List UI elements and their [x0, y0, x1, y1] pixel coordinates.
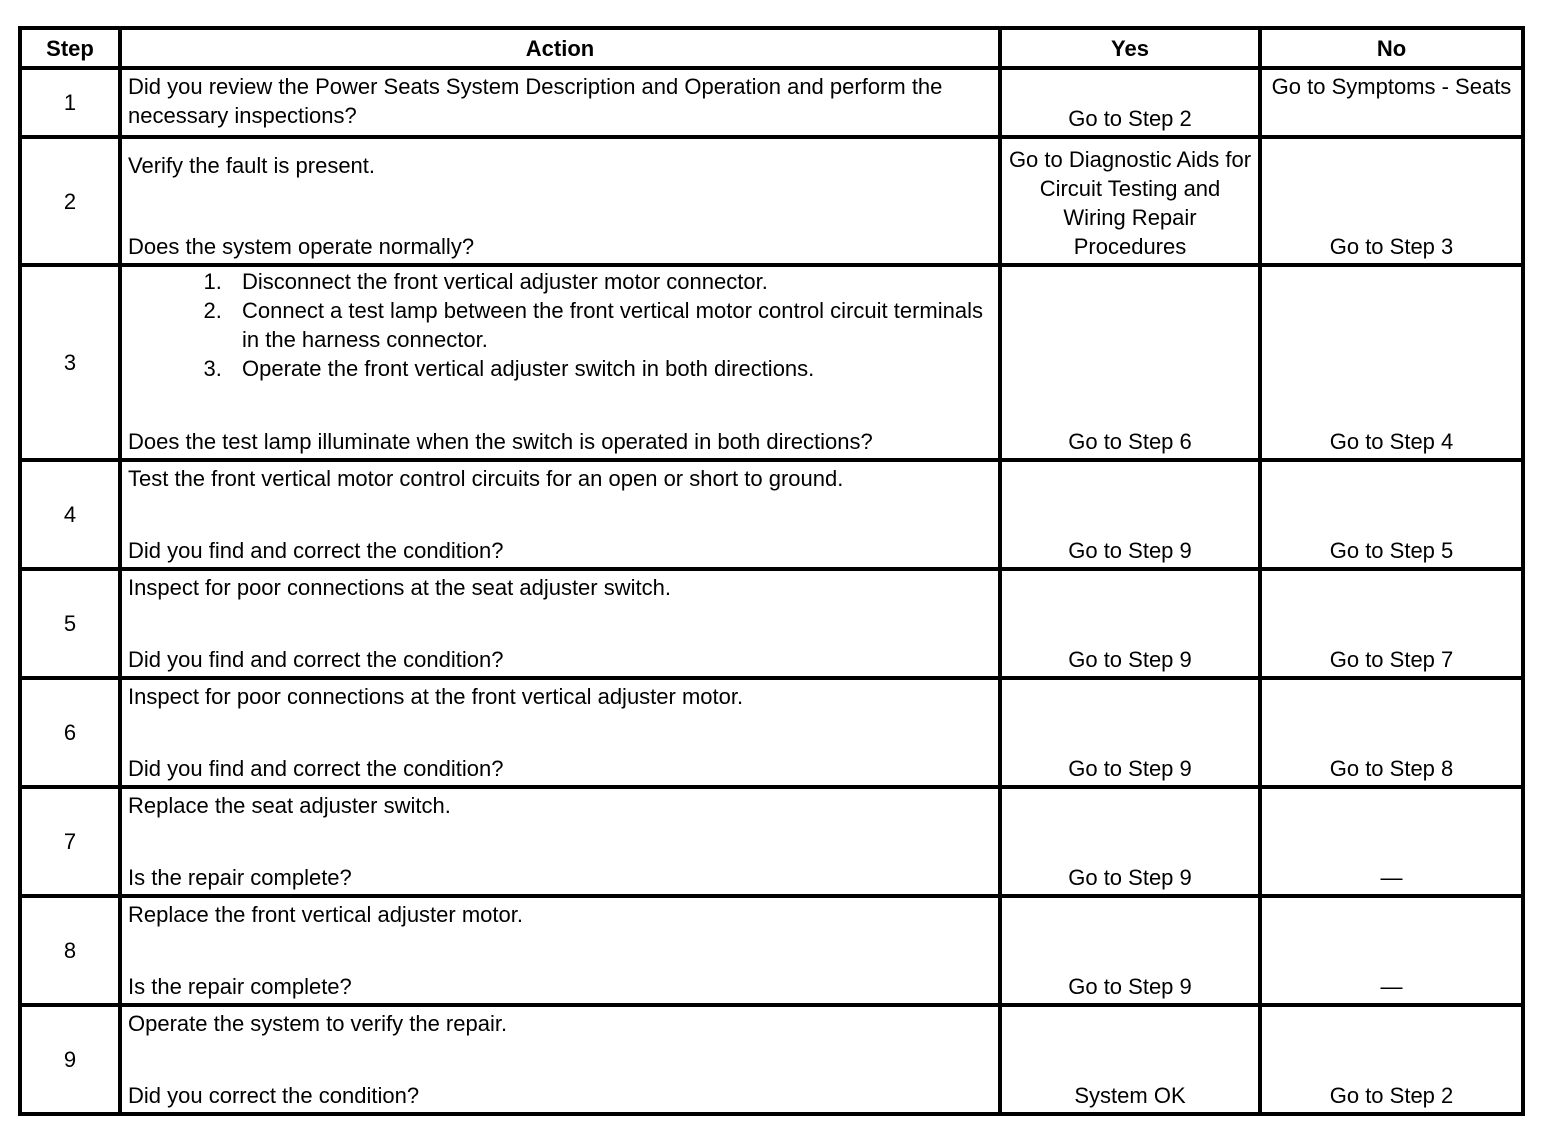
step-number: 5 — [20, 569, 120, 678]
action-steps-list — [128, 267, 992, 383]
diagnostic-table — [18, 26, 1525, 1116]
table-row — [20, 460, 1523, 569]
no-result: Go to Step 2 — [1260, 1005, 1523, 1114]
yes-result: Go to Diagnostic Aids for Circuit Testing and Wiring Repair Procedures — [1000, 137, 1260, 265]
table-row — [20, 137, 1523, 265]
yes-result: Go to Step 2 — [1000, 68, 1260, 137]
no-result: — — [1260, 787, 1523, 896]
action-step: 3. Operate the front vertical adjuster switch in both directions. — [228, 354, 992, 383]
no-result: Go to Step 4 — [1260, 265, 1523, 460]
action-text: Did you review the Power Seats System Description and Operation and perform the necessary inspections? — [120, 68, 1000, 137]
table-row — [20, 896, 1523, 1005]
step-number: 7 — [20, 787, 120, 896]
no-result: Go to Step 8 — [1260, 678, 1523, 787]
action-text: Inspect for poor connections at the front vertical adjuster motor. — [128, 684, 744, 709]
header-row — [20, 28, 1523, 68]
yes-result: System OK — [1000, 1005, 1260, 1114]
action-question: Did you find and correct the condition? — [128, 538, 504, 563]
action-text: Test the front vertical motor control circuits for an open or short to ground. — [128, 466, 844, 491]
yes-result: Go to Step 6 — [1000, 265, 1260, 460]
action-text: Verify the fault is present. — [128, 153, 376, 178]
action-cell — [120, 137, 1000, 265]
table-row — [20, 265, 1523, 460]
table-row — [20, 678, 1523, 787]
action-question: Did you find and correct the condition? — [128, 756, 504, 781]
action-cell — [120, 678, 1000, 787]
step-number: 4 — [20, 460, 120, 569]
action-cell — [120, 569, 1000, 678]
step-number: 9 — [20, 1005, 120, 1114]
action-text: Replace the seat adjuster switch. — [128, 793, 451, 818]
yes-result: Go to Step 9 — [1000, 787, 1260, 896]
action-question: Did you correct the condition? — [128, 1083, 420, 1108]
table-row — [20, 569, 1523, 678]
step-number: 2 — [20, 137, 120, 265]
action-question: Does the system operate normally? — [128, 234, 475, 259]
no-result-text: Go to Symptoms - Seats — [1271, 74, 1512, 99]
action-cell — [120, 1005, 1000, 1114]
table-row — [20, 787, 1523, 896]
step-number: 3 — [20, 265, 120, 460]
action-question: Did you find and correct the condition? — [128, 647, 504, 672]
action-text: Operate the system to verify the repair. — [128, 1011, 508, 1036]
action-cell — [120, 460, 1000, 569]
action-text: Inspect for poor connections at the seat adjuster switch. — [128, 575, 671, 600]
header-yes: Yes — [1000, 28, 1260, 68]
yes-result: Go to Step 9 — [1000, 896, 1260, 1005]
action-step: 2. Connect a test lamp between the front vertical motor control circuit terminals in the harness connector. — [228, 296, 992, 354]
no-result — [1260, 68, 1523, 137]
action-question: Does the test lamp illuminate when the switch is operated in both directions? — [128, 429, 873, 454]
table-row — [20, 68, 1523, 137]
yes-result: Go to Step 9 — [1000, 460, 1260, 569]
step-number: 1 — [20, 68, 120, 137]
header-action: Action — [120, 28, 1000, 68]
no-result: Go to Step 5 — [1260, 460, 1523, 569]
table-row — [20, 1005, 1523, 1114]
step-number: 6 — [20, 678, 120, 787]
header-step: Step — [20, 28, 120, 68]
action-question: Is the repair complete? — [128, 974, 352, 999]
action-cell — [120, 896, 1000, 1005]
header-no: No — [1260, 28, 1523, 68]
action-text: Replace the front vertical adjuster motor. — [128, 902, 523, 927]
no-result: — — [1260, 896, 1523, 1005]
yes-result: Go to Step 9 — [1000, 569, 1260, 678]
action-question: Is the repair complete? — [128, 865, 352, 890]
step-number: 8 — [20, 896, 120, 1005]
no-result: Go to Step 3 — [1260, 137, 1523, 265]
action-step: 1. Disconnect the front vertical adjuster motor connector. — [228, 267, 992, 296]
action-cell — [120, 265, 1000, 460]
action-cell — [120, 787, 1000, 896]
yes-result: Go to Step 9 — [1000, 678, 1260, 787]
no-result: Go to Step 7 — [1260, 569, 1523, 678]
